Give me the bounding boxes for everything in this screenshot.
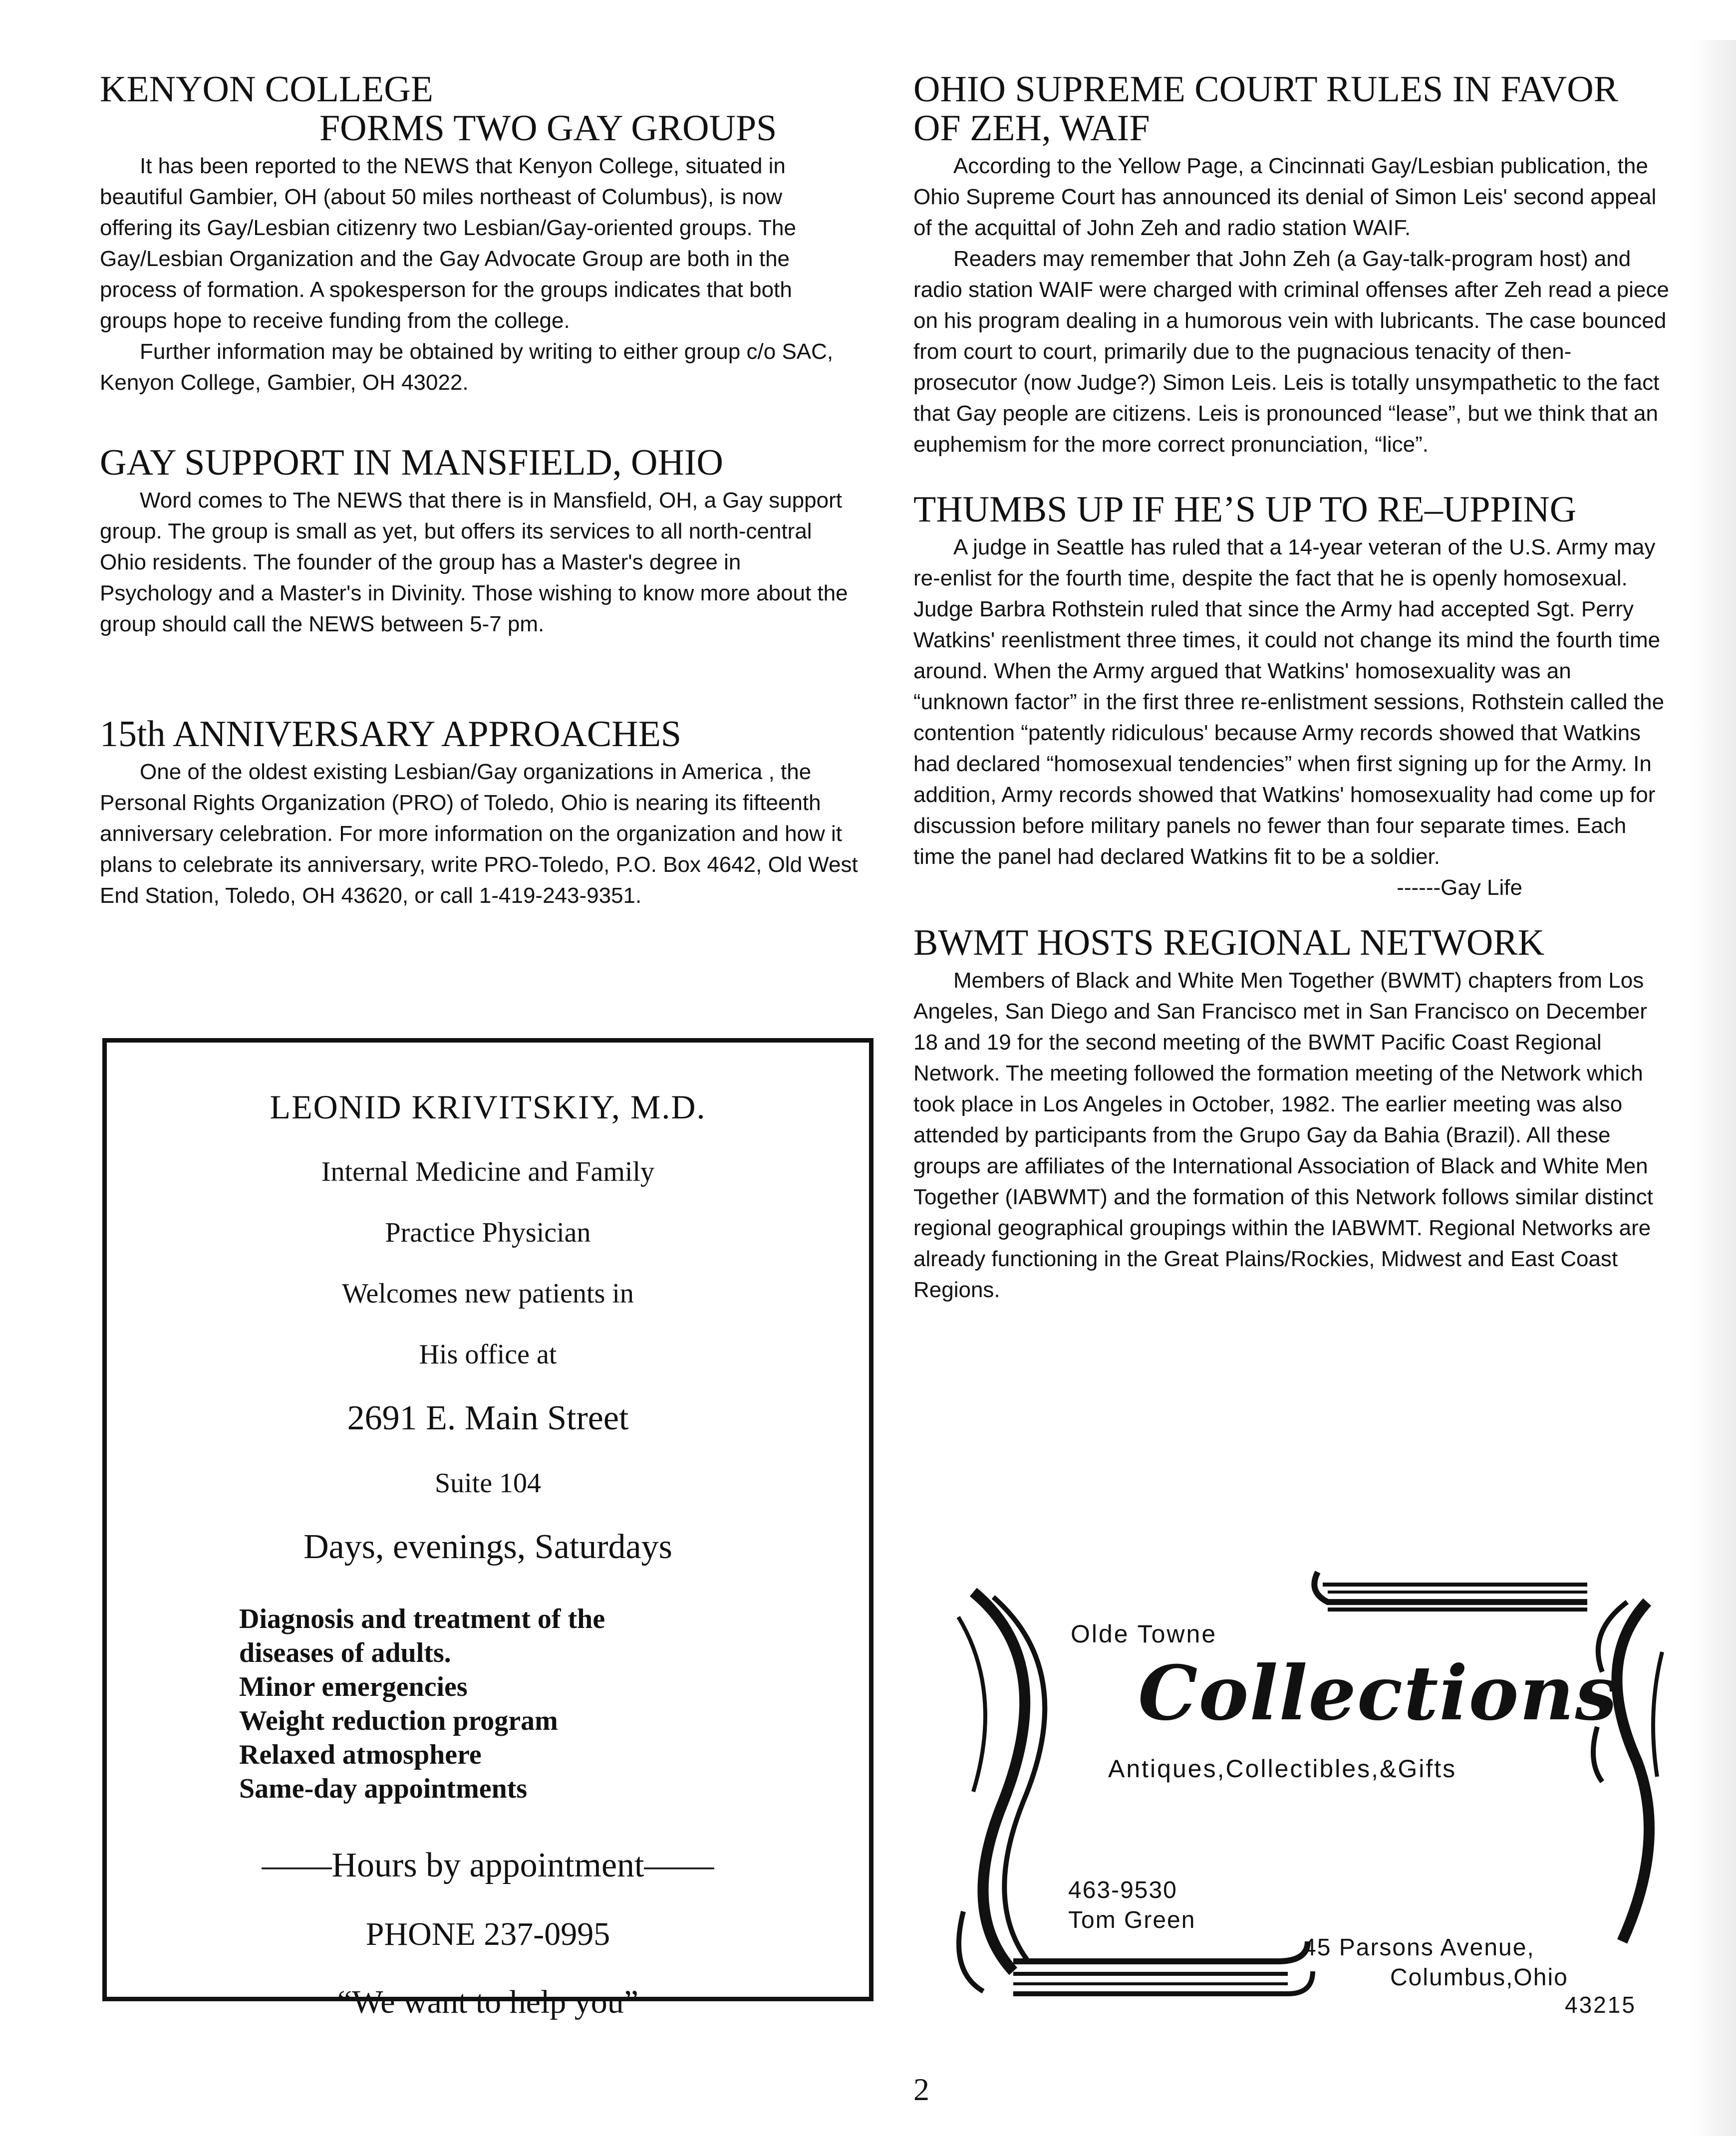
- shop-name: Collections: [1138, 1649, 1618, 1737]
- paragraph: Word comes to The NEWS that there is in Mansfield, OH, a Gay support group. The group is small as yet, but offers its services to all north-central Ohio residents. The founder of the group has a Master's degree in Psychology and a Master's in Divinity. Those wishing to know more about the group should call the NEWS between 5-7 pm.: [100, 488, 848, 636]
- office-suite: Suite 104: [434, 1468, 542, 1499]
- article-body: [100, 151, 859, 398]
- article-body: [913, 532, 1672, 903]
- article-thumbs-up: [913, 490, 1672, 903]
- flourish-left-icon: [958, 1592, 1045, 1991]
- shop-prefix: Olde Towne: [1071, 1620, 1217, 1648]
- shop-address: 45 Parsons Avenue,: [1303, 1934, 1535, 1961]
- left-column: [100, 70, 859, 956]
- physician-advertisement: [102, 1038, 873, 2020]
- article-headline: [913, 70, 1672, 148]
- headline-line-2: OF ZEH, WAIF: [913, 108, 1150, 149]
- article-supreme-court: [913, 70, 1672, 460]
- service-item: Weight reduction program: [239, 1705, 558, 1736]
- paragraph: Members of Black and White Men Together (BWMT) chapters from Los Angeles, San Diego and San Francisco met in San Francisco on December 18 and 19 for the second meeting of the BWMT Pacific Coast Regional Network. The meeting followed the formation meeting of the Network which took place in Los Angeles in October, 1982. The earlier meeting was also attended by participants from the Grupo Gay da Bahia (Brazil). All these groups are affiliates of the International Association of Black and White Men Together (IABWMT) and the formation of this Network follows similar distinct regional geographical groupings within the IABWMT. Regional Networks are already functioning in the Great Plains/Rockies, Midwest and East Coast Regions.: [913, 968, 1653, 1302]
- headline-line-1: OHIO SUPREME COURT RULES IN FAVOR: [913, 69, 1619, 110]
- headline-line-2: FORMS TWO GAY GROUPS: [319, 108, 777, 149]
- paragraph: A judge in Seattle has ruled that a 14-year veteran of the U.S. Army may re-enlist for the fourth time, despite the fact that he is openly homosexual. Judge Barbra Rothstein ruled that since the Army had accepted Sgt. Perry Watkins' reenlistment three times, it could not change its mind the fourth time around. When the Army argued that Watkins' homosexuality was an “unknown factor” in the first three re-enlistment sessions, Rothstein called the contention “patently ridiculous' because Army records showed that Watkins had declared “homosexual tendencies” when first signing up for the Army. In addition, Army records showed that Watkins' homosexuality had come up for discussion before military panels no fewer than four separate times. Each time the panel had declared Watkins fit to be a soldier.: [913, 535, 1665, 869]
- page-edge-shadow: [1691, 40, 1736, 2136]
- article-body: [913, 965, 1672, 1306]
- headline-line-1: KENYON COLLEGE: [100, 69, 433, 110]
- ribbon-bottom-icon: [1013, 1941, 1313, 1994]
- service-item: Relaxed atmosphere: [239, 1739, 482, 1770]
- paragraph: One of the oldest existing Lesbian/Gay organizations in America , the Personal Rights Organization (PRO) of Toledo, Ohio is nearing its fifteenth anniversary celebration. For more information on the organization and how it plans to celebrate its anniversary, write PRO-Toledo, P.O. Box 4642, Old West End Station, Toledo, OH 43620, or call 1-419-243-9351.: [100, 760, 858, 908]
- article-kenyon: [100, 70, 859, 398]
- office-address: 2691 E. Main Street: [347, 1399, 629, 1437]
- article-headline: 15th ANNIVERSARY APPROACHES: [100, 714, 682, 755]
- page-number: 2: [913, 2072, 929, 2107]
- service-item: Same-day appointments: [239, 1773, 528, 1804]
- paragraph: It has been reported to the NEWS that Kenyon College, situated in beautiful Gambier, OH (about 50 miles northeast of Columbus), is now offering its Gay/Lesbian citizenry two Lesbian/Gay-oriented groups. The Gay/Lesbian Organization and the Gay Advocate Group are both in the process of formation. A spokesperson for the groups indicates that both groups hope to receive funding from the college.: [100, 154, 796, 333]
- shop-phone: 463-9530: [1068, 1877, 1177, 1903]
- article-body: [100, 757, 859, 911]
- ribbon-top-icon: [1314, 1572, 1587, 1610]
- article-headline: BWMT HOSTS REGIONAL NETWORK: [913, 922, 1545, 963]
- right-column: [913, 70, 1672, 1350]
- collections-advertisement: [928, 1562, 1677, 2018]
- welcome-line: Welcomes new patients in: [342, 1278, 634, 1309]
- slogan-line: “We want to help you”: [337, 1984, 639, 2020]
- physician-role: Practice Physician: [385, 1217, 591, 1248]
- hours-line: ——Hours by appointment——: [262, 1846, 714, 1884]
- article-mansfield: [100, 443, 859, 640]
- article-body: [100, 485, 859, 640]
- article-bwmt: [913, 923, 1672, 1306]
- office-line: His office at: [419, 1339, 557, 1370]
- article-body: [913, 151, 1672, 460]
- physician-specialty: Internal Medicine and Family: [321, 1156, 655, 1187]
- paragraph: According to the Yellow Page, a Cincinnati Gay/Lesbian publication, the Ohio Supreme Court has announced its denial of Simon Leis' second appeal of the acquittal of John Zeh and radio station WAIF.: [913, 154, 1657, 240]
- shop-tagline: Antiques,Collectibles,&Gifts: [1108, 1755, 1457, 1783]
- article-headline: GAY SUPPORT IN MANSFIELD, OHIO: [100, 442, 723, 483]
- article-anniversary: [100, 715, 859, 911]
- phone-line: PHONE 237-0995: [365, 1916, 610, 1952]
- service-item: Minor emergencies: [239, 1671, 468, 1702]
- article-headline: [100, 70, 859, 148]
- article-headline: THUMBS UP IF HE’S UP TO RE–UPPING: [913, 489, 1577, 530]
- service-item: diseases of adults.: [239, 1637, 451, 1668]
- shop-city: Columbus,Ohio: [1390, 1964, 1568, 1991]
- shop-zip: 43215: [1565, 1992, 1636, 2018]
- office-days: Days, evenings, Saturdays: [303, 1528, 672, 1566]
- services-list: [239, 1602, 869, 1806]
- shop-owner: Tom Green: [1068, 1907, 1196, 1933]
- article-credit: ------Gay Life: [1397, 875, 1522, 900]
- paragraph: Further information may be obtained by writing to either group c/o SAC, Kenyon College, Gambier, OH 43022.: [100, 339, 834, 395]
- service-item: Diagnosis and treatment of the: [239, 1604, 605, 1634]
- physician-name: LEONID KRIVITSKIY, M.D.: [270, 1088, 706, 1126]
- paragraph: Readers may remember that John Zeh (a Gay-talk-program host) and radio station WAIF were charged with criminal offenses after Zeh read a piece on his program dealing in a humorous vein with lubricants. The case bounced from court to court, primarily due to the pugnacious tenacity of then-prosecutor (now Judge?) Simon Leis. Leis is totally unsympathetic to the fact that Gay people are citizens. Leis is pronounced “lease”, but we think that an euphemism for the more correct pronunciation, “lice”.: [913, 247, 1669, 457]
